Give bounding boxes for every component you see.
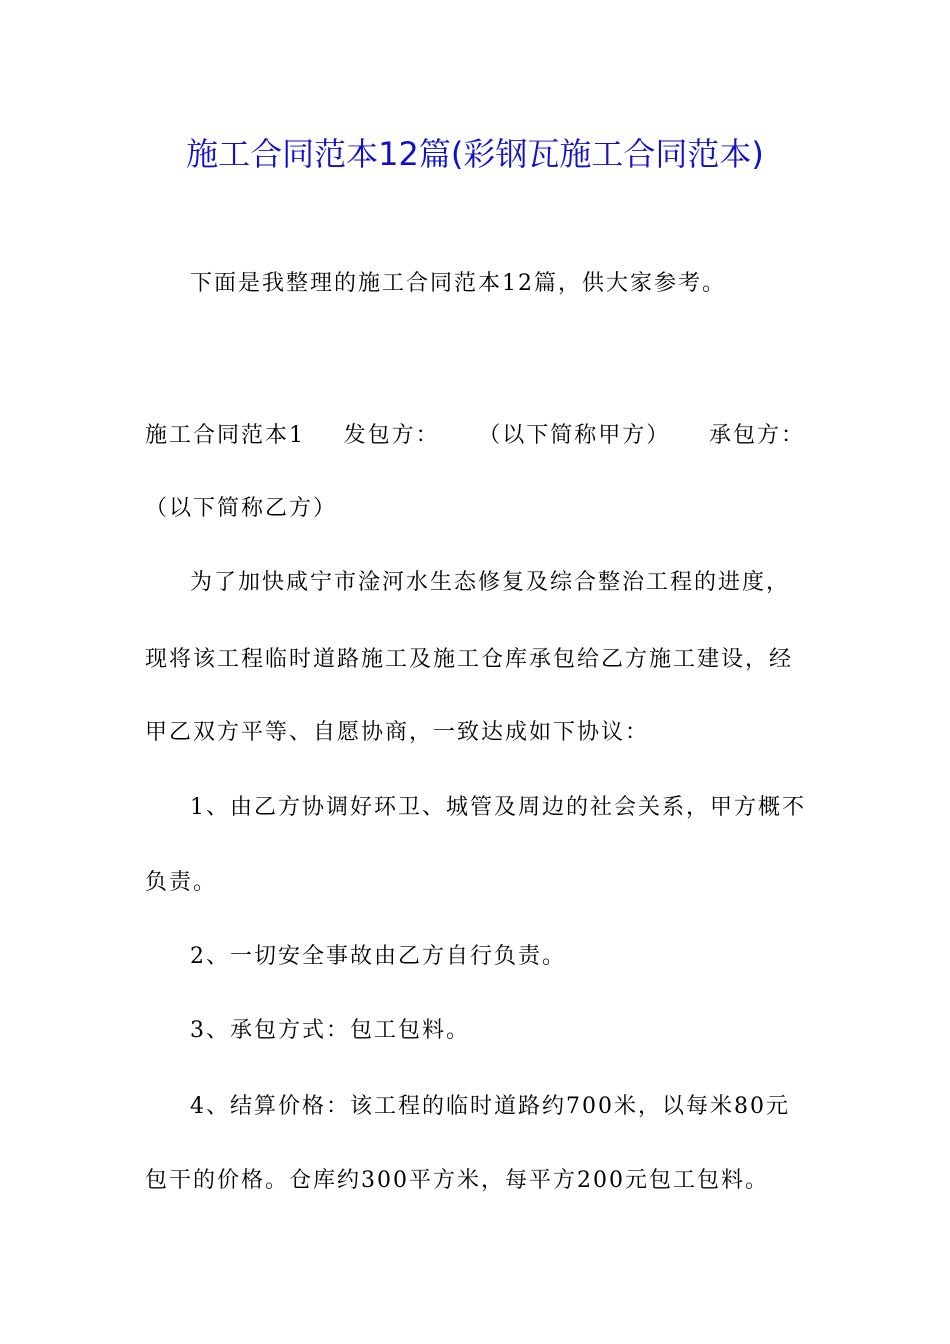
section-heading: 施工合同范本1 xyxy=(145,423,305,448)
clause-2: 2、一切安全事故由乙方自行负责。 xyxy=(190,944,566,969)
intro-paragraph: 下面是我整理的施工合同范本12篇，供大家参考。 xyxy=(190,271,726,296)
paragraph-line: 为了加快咸宁市淦河水生态修复及综合整治工程的进度， xyxy=(190,570,791,595)
contract-header-line xyxy=(145,420,805,452)
document-title: 施工合同范本12篇(彩钢瓦施工合同范本) xyxy=(186,135,764,173)
paragraph-line: 甲乙双方平等、自愿协商，一致达成如下协议： xyxy=(145,720,650,745)
clause-1-line: 1、由乙方协调好环卫、城管及周边的社会关系，甲方概不 xyxy=(190,795,806,820)
clause-1-line: 负责。 xyxy=(145,870,218,895)
employer-abbreviation: （以下简称甲方） xyxy=(478,423,671,448)
contractor-abbreviation: （以下简称乙方） xyxy=(145,496,338,521)
employer-label: 发包方： xyxy=(343,423,440,448)
contractor-label: 承包方： xyxy=(708,423,805,448)
clause-3: 3、承包方式：包工包料。 xyxy=(190,1018,470,1043)
clause-4-line: 4、结算价格：该工程的临时道路约700米，以每米80元 xyxy=(190,1094,790,1119)
paragraph-line: 现将该工程临时道路施工及施工仓库承包给乙方施工建设，经 xyxy=(145,647,794,672)
clause-4-line: 包干的价格。仓库约300平方米，每平方200元包工包料。 xyxy=(145,1168,769,1193)
